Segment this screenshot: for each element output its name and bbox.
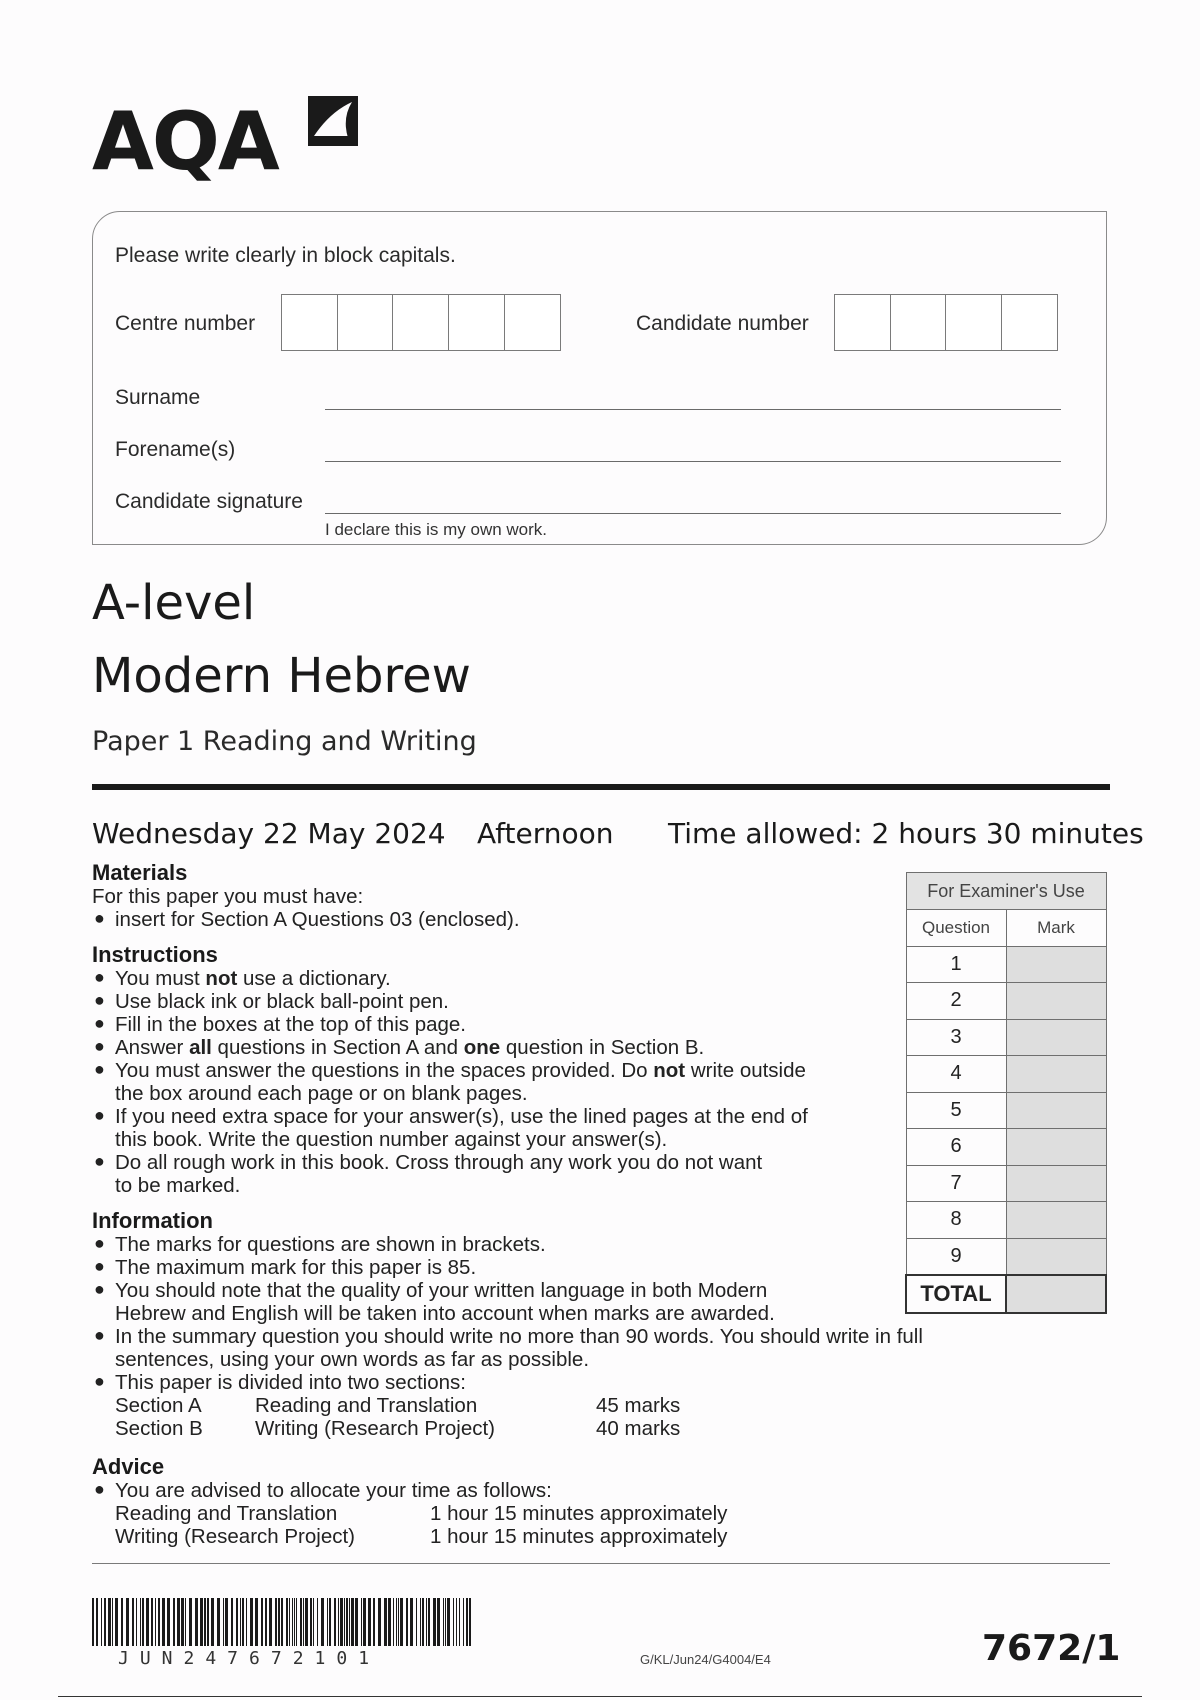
instruction-item: If you need extra space for your answer(s), use the lined pages at the end of — [115, 1105, 808, 1128]
total-mark-cell — [1006, 1275, 1106, 1313]
instructions-heading: Instructions — [92, 942, 218, 967]
candidate-number-label: Candidate number — [636, 312, 809, 335]
barcode-bar — [329, 1598, 331, 1646]
mark-cell — [1006, 1238, 1106, 1275]
forename-label: Forename(s) — [115, 438, 236, 461]
candidate-digit-box[interactable] — [834, 294, 891, 351]
section-b-title: Writing (Research Project) — [255, 1417, 495, 1440]
total-label: TOTAL — [906, 1275, 1006, 1313]
barcode-bar — [108, 1598, 111, 1646]
barcode-bar — [327, 1598, 328, 1646]
barcode-bar — [433, 1598, 436, 1646]
candidate-digit-box[interactable] — [890, 294, 947, 351]
barcode-bar — [155, 1598, 156, 1646]
barcode-bar — [173, 1598, 175, 1646]
question-number: 8 — [906, 1202, 1006, 1239]
barcode-bar — [453, 1598, 454, 1646]
barcode-bar — [223, 1598, 224, 1646]
barcode-bar — [294, 1598, 295, 1646]
advice-time: 1 hour 15 minutes approximately — [430, 1502, 728, 1525]
instruction-item — [115, 1036, 704, 1059]
barcode-bar — [158, 1598, 160, 1646]
mark-cell — [1006, 1056, 1106, 1093]
bullet-icon: ● — [94, 1479, 105, 1499]
question-number: 9 — [906, 1238, 1006, 1275]
section-a-name: Section A — [115, 1394, 202, 1417]
barcode-bar — [246, 1598, 247, 1646]
exam-session: Afternoon — [477, 817, 614, 850]
aqa-logo-text: AQA — [92, 95, 278, 188]
mark-cell — [1006, 983, 1106, 1020]
aqa-tick-logo-icon — [304, 92, 362, 150]
heading-divider — [92, 784, 1110, 790]
centre-digit-box[interactable] — [504, 294, 561, 351]
barcode-bar — [242, 1598, 244, 1646]
candidate-digit-box[interactable] — [945, 294, 1002, 351]
advice-heading: Advice — [92, 1454, 165, 1479]
barcode-bar — [200, 1598, 203, 1646]
bullet-icon: ● — [94, 967, 105, 987]
question-column-header: Question — [906, 910, 1006, 947]
barcode-bar — [185, 1598, 186, 1646]
information-item: The maximum mark for this paper is 85. — [115, 1256, 477, 1279]
barcode-bar — [300, 1598, 302, 1646]
barcode-bar — [136, 1598, 137, 1646]
barcode-bar — [146, 1598, 149, 1646]
information-item-continued: Hebrew and English will be taken into account when marks are awarded. — [115, 1302, 775, 1325]
instruction-text: You must — [115, 967, 206, 990]
barcode-bar — [305, 1598, 308, 1646]
mark-cell — [1006, 1165, 1106, 1202]
barcode-bar — [340, 1598, 343, 1646]
instruction-text: Answer — [115, 1036, 190, 1059]
barcode-bar — [250, 1598, 253, 1646]
bullet-icon: ● — [94, 1151, 105, 1171]
barcode-bar — [181, 1598, 184, 1646]
advice-task: Writing (Research Project) — [115, 1525, 355, 1548]
barcode-bar — [416, 1598, 417, 1646]
instruction-text: You must answer the questions in the spaces provided. Do — [115, 1059, 654, 1082]
instruction-text: write outside — [685, 1059, 806, 1082]
barcode-bar — [289, 1598, 290, 1646]
barcode-bar — [189, 1598, 192, 1646]
barcode-bar — [207, 1598, 209, 1646]
barcode-bar — [296, 1598, 297, 1646]
materials-intro: For this paper you must have: — [92, 885, 364, 908]
instruction-item-continued: this book. Write the question number against your answer(s). — [115, 1128, 668, 1151]
section-b-name: Section B — [115, 1417, 203, 1440]
barcode-bar — [368, 1598, 371, 1646]
barcode-bar — [420, 1598, 421, 1646]
bullet-icon: ● — [94, 990, 105, 1010]
instruction-item: Fill in the boxes at the top of this page. — [115, 1013, 466, 1036]
barcode-bar — [406, 1598, 408, 1646]
barcode-bar — [447, 1598, 450, 1646]
barcode-number: JUN247672101 — [118, 1648, 381, 1669]
instruction-item: Do all rough work in this book. Cross through any work you do not want — [115, 1151, 763, 1174]
bullet-icon: ● — [94, 1013, 105, 1033]
barcode-bar — [92, 1598, 94, 1646]
barcode-bar — [344, 1598, 345, 1646]
document-reference: G/KL/Jun24/G4004/E4 — [640, 1652, 771, 1667]
barcode-bar — [177, 1598, 180, 1646]
time-allowed: Time allowed: 2 hours 30 minutes — [668, 817, 1144, 850]
barcode-bar — [142, 1598, 144, 1646]
question-number: 6 — [906, 1129, 1006, 1166]
barcode-bar — [443, 1598, 444, 1646]
barcode-bar — [121, 1598, 123, 1646]
barcode-bar — [456, 1598, 457, 1646]
paper-code: 7672/1 — [982, 1628, 1121, 1669]
signature-label: Candidate signature — [115, 490, 303, 513]
advice-time: 1 hour 15 minutes approximately — [430, 1525, 728, 1548]
barcode-bar — [463, 1598, 464, 1646]
advice-item: You are advised to allocate your time as follows: — [115, 1479, 552, 1502]
barcode-bar — [334, 1598, 336, 1646]
mark-column-header: Mark — [1006, 910, 1106, 947]
instruction-item — [115, 1059, 806, 1082]
barcode-bar — [115, 1598, 118, 1646]
barcode-bar — [211, 1598, 214, 1646]
aqa-logo — [92, 92, 362, 188]
barcode-bar — [151, 1598, 153, 1646]
forename-field[interactable] — [325, 461, 1061, 462]
paper-title: Paper 1 Reading and Writing — [92, 726, 477, 757]
barcode-bar — [255, 1598, 258, 1646]
centre-number-boxes[interactable] — [281, 294, 561, 351]
section-b-marks: 40 marks — [596, 1417, 681, 1440]
barcode-bar — [321, 1598, 324, 1646]
barcode-bar — [313, 1598, 314, 1646]
barcode-bar — [346, 1598, 348, 1646]
barcode-bar — [236, 1598, 238, 1646]
barcode-bar — [195, 1598, 198, 1646]
barcode-bar — [204, 1598, 206, 1646]
barcode-bar — [437, 1598, 440, 1646]
mark-cell — [1006, 1092, 1106, 1129]
materials-heading: Materials — [92, 860, 188, 885]
barcode-bar — [261, 1598, 263, 1646]
barcode-bar — [388, 1598, 391, 1646]
block-capitals-instruction: Please write clearly in block capitals. — [115, 244, 456, 267]
instruction-emphasis: all — [189, 1036, 212, 1059]
mark-cell — [1006, 946, 1106, 983]
surname-field[interactable] — [325, 409, 1061, 410]
barcode-bar — [466, 1598, 468, 1646]
question-number: 2 — [906, 983, 1006, 1020]
centre-digit-box[interactable] — [281, 294, 338, 351]
bullet-icon: ● — [94, 1279, 105, 1299]
barcode-bar — [445, 1598, 446, 1646]
barcode-bar — [363, 1598, 366, 1646]
instruction-emphasis: not — [653, 1059, 686, 1082]
mark-cell — [1006, 1019, 1106, 1056]
bullet-icon: ● — [94, 1233, 105, 1253]
barcode-bar — [167, 1598, 170, 1646]
barcode-bar — [398, 1598, 399, 1646]
bullet-icon: ● — [94, 1105, 105, 1125]
barcode-bar — [265, 1598, 267, 1646]
barcode-bar — [384, 1598, 387, 1646]
barcode-bar — [240, 1598, 241, 1646]
barcode-bar — [400, 1598, 403, 1646]
barcode-bar — [104, 1598, 106, 1646]
information-item-continued: sentences, using your own words as far as possible. — [115, 1348, 590, 1371]
barcode-bar — [426, 1598, 427, 1646]
barcode-bar — [292, 1598, 293, 1646]
instruction-emphasis: not — [205, 967, 238, 990]
qualification-level: A-level — [92, 575, 256, 631]
mark-cell — [1006, 1202, 1106, 1239]
barcode-bar — [396, 1598, 397, 1646]
bullet-icon: ● — [94, 1059, 105, 1079]
centre-digit-box[interactable] — [337, 294, 394, 351]
examiner-table-title: For Examiner's Use — [906, 873, 1106, 910]
barcode — [92, 1598, 472, 1646]
barcode-bar — [351, 1598, 354, 1646]
information-item: The marks for questions are shown in brackets. — [115, 1233, 546, 1256]
barcode-bar — [349, 1598, 350, 1646]
barcode-bar — [278, 1598, 280, 1646]
materials-item: insert for Section A Questions 03 (enclosed). — [115, 908, 520, 931]
surname-label: Surname — [115, 386, 201, 409]
barcode-bar — [338, 1598, 339, 1646]
instruction-text: questions in Section A and — [211, 1036, 464, 1059]
information-heading: Information — [92, 1208, 213, 1233]
barcode-bar — [140, 1598, 141, 1646]
centre-digit-box[interactable] — [448, 294, 505, 351]
centre-number-label: Centre number — [115, 312, 256, 335]
barcode-bar — [469, 1598, 471, 1646]
barcode-bar — [310, 1598, 312, 1646]
question-number: 3 — [906, 1019, 1006, 1056]
question-number: 5 — [906, 1092, 1006, 1129]
barcode-bar — [126, 1598, 129, 1646]
information-item: This paper is divided into two sections: — [115, 1371, 466, 1394]
barcode-bar — [217, 1598, 220, 1646]
footer-divider — [92, 1563, 1110, 1564]
examiner-use-table — [905, 872, 1107, 1314]
barcode-bar — [373, 1598, 375, 1646]
instruction-item-continued: the box around each page or on blank pages. — [115, 1082, 528, 1105]
barcode-bar — [303, 1598, 304, 1646]
barcode-bar — [393, 1598, 394, 1646]
barcode-bar — [378, 1598, 381, 1646]
information-item: You should note that the quality of your written language in both Modern — [115, 1279, 768, 1302]
barcode-bar — [428, 1598, 430, 1646]
barcode-bar — [275, 1598, 277, 1646]
instruction-emphasis: one — [463, 1036, 501, 1059]
bullet-icon: ● — [94, 1036, 105, 1056]
barcode-bar — [459, 1598, 460, 1646]
barcode-bar — [231, 1598, 233, 1646]
advice-task: Reading and Translation — [115, 1502, 338, 1525]
candidate-digit-box[interactable] — [1001, 294, 1058, 351]
barcode-bar — [112, 1598, 113, 1646]
barcode-bar — [286, 1598, 288, 1646]
bullet-icon: ● — [94, 1256, 105, 1276]
barcode-bar — [422, 1598, 424, 1646]
mark-cell — [1006, 1129, 1106, 1166]
question-number: 1 — [906, 946, 1006, 983]
section-a-marks: 45 marks — [596, 1394, 681, 1417]
barcode-bar — [132, 1598, 134, 1646]
information-item: In the summary question you should write no more than 90 words. You should write in full — [115, 1325, 923, 1348]
barcode-bar — [101, 1598, 102, 1646]
barcode-bar — [281, 1598, 283, 1646]
barcode-bar — [96, 1598, 98, 1646]
question-number: 4 — [906, 1056, 1006, 1093]
instruction-text: use a dictionary. — [237, 967, 391, 990]
instruction-text: question in Section B. — [500, 1036, 705, 1059]
candidate-number-boxes[interactable] — [834, 294, 1058, 351]
barcode-bar — [361, 1598, 362, 1646]
page-bottom-rule — [58, 1696, 1142, 1697]
barcode-bar — [269, 1598, 272, 1646]
declaration-text: I declare this is my own work. — [325, 520, 548, 539]
bullet-icon: ● — [94, 1325, 105, 1345]
instruction-item-continued: to be marked. — [115, 1174, 241, 1197]
instruction-item — [115, 967, 391, 990]
signature-field[interactable] — [325, 513, 1061, 514]
barcode-bar — [355, 1598, 358, 1646]
bullet-icon: ● — [94, 908, 105, 928]
subject-title: Modern Hebrew — [92, 648, 471, 704]
instruction-item: Use black ink or black ball-point pen. — [115, 990, 449, 1013]
bullet-icon: ● — [94, 1371, 105, 1391]
question-number: 7 — [906, 1165, 1006, 1202]
barcode-bar — [410, 1598, 413, 1646]
exam-date: Wednesday 22 May 2024 — [92, 817, 446, 850]
barcode-bar — [162, 1598, 165, 1646]
centre-digit-box[interactable] — [392, 294, 449, 351]
barcode-bar — [317, 1598, 318, 1646]
barcode-bar — [225, 1598, 228, 1646]
section-a-title: Reading and Translation — [255, 1394, 478, 1417]
